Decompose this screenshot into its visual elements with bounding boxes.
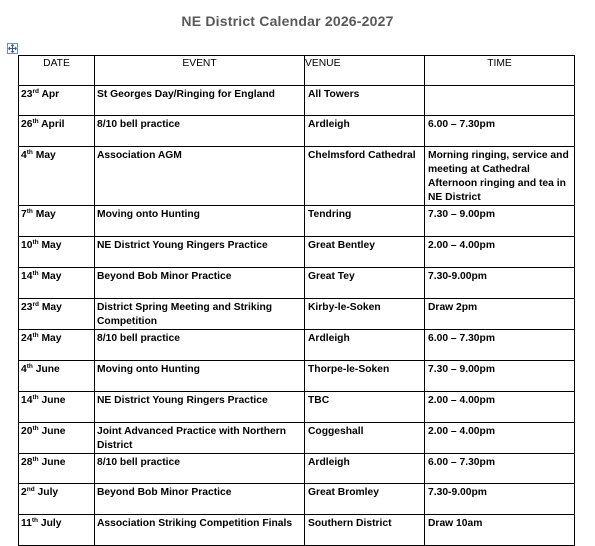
date-month: June <box>38 426 66 437</box>
time-text: 2.00 – 4.00pm <box>428 240 495 251</box>
event-cell[interactable] <box>95 515 305 546</box>
table-move-handle-icon[interactable] <box>7 43 18 54</box>
date-suffix: th <box>32 239 39 246</box>
date-day: 4 <box>21 364 27 375</box>
time-cell[interactable] <box>425 116 575 147</box>
time-text: 2.00 – 4.00pm <box>428 426 495 437</box>
venue-text: Ardleigh <box>308 119 350 130</box>
event-text: NE District Young Ringers Practice <box>97 240 268 251</box>
time-cell[interactable] <box>425 147 575 206</box>
event-cell[interactable] <box>95 423 305 454</box>
date-month: May <box>32 150 56 161</box>
event-text: 8/10 bell practice <box>97 333 180 344</box>
table-row <box>19 268 575 299</box>
event-cell[interactable] <box>95 454 305 484</box>
date-month: May <box>38 240 62 251</box>
date-day: 4 <box>21 150 27 161</box>
venue-cell[interactable] <box>305 237 425 268</box>
table-row <box>19 86 575 116</box>
date-suffix: th <box>31 517 39 524</box>
date-suffix: rd <box>32 88 39 95</box>
date-suffix: nd <box>26 486 35 493</box>
date-cell[interactable] <box>19 116 95 147</box>
event-cell[interactable] <box>95 361 305 392</box>
time-cell[interactable] <box>425 268 575 299</box>
date-suffix: th <box>32 332 39 339</box>
date-suffix: th <box>32 394 39 401</box>
time-text: Morning ringing, service and meeting at Cathedral Afternoon ringing and tea in NE District <box>428 150 569 203</box>
date-suffix: th <box>32 270 39 277</box>
date-cell[interactable] <box>19 484 95 515</box>
table-row <box>19 361 575 392</box>
date-suffix: th <box>26 149 33 156</box>
time-text: 6.00 – 7.30pm <box>428 457 495 468</box>
table-row <box>19 237 575 268</box>
date-day: 24 <box>21 333 33 344</box>
date-suffix: th <box>32 118 39 125</box>
event-cell[interactable] <box>95 299 305 330</box>
venue-cell[interactable] <box>305 206 425 237</box>
date-day: 10 <box>21 240 33 251</box>
date-suffix: th <box>32 425 39 432</box>
event-cell[interactable] <box>95 392 305 423</box>
header-event: EVENT <box>95 56 305 86</box>
date-day: 2 <box>21 487 27 498</box>
time-text: 6.00 – 7.30pm <box>428 119 495 130</box>
date-month: June <box>38 395 66 406</box>
event-cell[interactable] <box>95 484 305 515</box>
time-text: Draw 2pm <box>428 302 478 313</box>
date-cell[interactable] <box>19 423 95 454</box>
date-suffix: th <box>32 456 39 463</box>
venue-cell[interactable] <box>305 86 425 116</box>
time-text: 7.30-9.00pm <box>428 271 487 282</box>
date-cell[interactable] <box>19 268 95 299</box>
table-row <box>19 423 575 454</box>
venue-cell[interactable] <box>305 147 425 206</box>
date-day: 11 <box>21 518 32 529</box>
table-row <box>19 116 575 147</box>
venue-cell[interactable] <box>305 454 425 484</box>
table-header-row <box>19 56 575 86</box>
venue-text: Ardleigh <box>308 333 350 344</box>
date-cell[interactable] <box>19 454 95 484</box>
date-suffix: rd <box>32 301 39 308</box>
time-text <box>428 86 574 88</box>
date-day: 20 <box>21 426 33 437</box>
time-cell[interactable] <box>425 330 575 361</box>
table-row <box>19 392 575 423</box>
date-day: 23 <box>21 302 33 313</box>
table-row <box>19 330 575 361</box>
date-day: 14 <box>21 271 33 282</box>
venue-text: Southern District <box>308 518 392 529</box>
venue-text: Tendring <box>308 209 352 220</box>
time-cell[interactable] <box>425 86 575 116</box>
date-cell[interactable] <box>19 206 95 237</box>
time-text: 7.30-9.00pm <box>428 487 487 498</box>
event-text: Beyond Bob Minor Practice <box>97 487 232 498</box>
page-title: NE District Calendar 2026-2027 <box>181 13 394 29</box>
date-month: May <box>38 302 62 313</box>
venue-cell[interactable] <box>305 392 425 423</box>
table-row <box>19 147 575 206</box>
event-cell[interactable] <box>95 237 305 268</box>
event-text: Moving onto Hunting <box>97 209 200 220</box>
venue-cell[interactable] <box>305 515 425 546</box>
venue-cell[interactable] <box>305 361 425 392</box>
time-cell[interactable] <box>425 237 575 268</box>
event-cell[interactable] <box>95 268 305 299</box>
event-text: Moving onto Hunting <box>97 364 200 375</box>
venue-cell[interactable] <box>305 330 425 361</box>
date-month: April <box>38 119 65 130</box>
date-cell[interactable] <box>19 237 95 268</box>
event-text: Association Striking Competition Finals <box>97 518 293 529</box>
date-month: July <box>34 487 59 498</box>
date-day: 14 <box>21 395 33 406</box>
venue-cell[interactable] <box>305 268 425 299</box>
header-venue: VENUE <box>305 56 425 86</box>
time-text: 7.30 – 9.00pm <box>428 364 495 375</box>
venue-text: Kirby-le-Soken <box>308 302 381 313</box>
date-month: July <box>38 518 62 529</box>
time-cell[interactable] <box>425 361 575 392</box>
calendar-table <box>18 55 575 546</box>
event-text: Joint Advanced Practice with Northern District <box>97 426 287 451</box>
time-cell[interactable] <box>425 515 575 546</box>
table-row <box>19 484 575 515</box>
venue-text: All Towers <box>308 89 360 100</box>
date-cell[interactable] <box>19 361 95 392</box>
date-day: 23 <box>21 89 33 100</box>
date-suffix: th <box>26 208 33 215</box>
date-day: 28 <box>21 457 33 468</box>
date-month: June <box>38 457 66 468</box>
event-text: Beyond Bob Minor Practice <box>97 271 232 282</box>
time-text: Draw 10am <box>428 518 483 529</box>
venue-cell[interactable] <box>305 423 425 454</box>
venue-text: Great Tey <box>308 271 355 282</box>
venue-text: Chelmsford Cathedral <box>308 150 416 161</box>
time-text: 6.00 – 7.30pm <box>428 333 495 344</box>
venue-text: TBC <box>308 395 330 406</box>
date-suffix: th <box>26 363 33 370</box>
time-cell[interactable] <box>425 484 575 515</box>
date-cell[interactable] <box>19 299 95 330</box>
date-month: June <box>32 364 60 375</box>
date-month: May <box>38 271 62 282</box>
date-day: 26 <box>21 119 33 130</box>
date-cell[interactable] <box>19 86 95 116</box>
venue-cell[interactable] <box>305 484 425 515</box>
event-text: District Spring Meeting and Striking Competition <box>97 302 273 327</box>
table-row <box>19 454 575 484</box>
date-cell[interactable] <box>19 147 95 206</box>
event-cell[interactable] <box>95 330 305 361</box>
venue-cell[interactable] <box>305 299 425 330</box>
venue-text: Ardleigh <box>308 457 350 468</box>
event-text: NE District Young Ringers Practice <box>97 395 268 406</box>
date-month: May <box>32 209 56 220</box>
event-cell[interactable] <box>95 116 305 147</box>
venue-text: Great Bentley <box>308 240 375 251</box>
date-cell[interactable] <box>19 330 95 361</box>
venue-text: Thorpe-le-Soken <box>308 364 390 375</box>
header-date: DATE <box>19 56 95 86</box>
table-row <box>19 206 575 237</box>
date-cell[interactable] <box>19 515 95 546</box>
time-text: 2.00 – 4.00pm <box>428 395 495 406</box>
event-cell[interactable] <box>95 206 305 237</box>
time-cell[interactable] <box>425 299 575 330</box>
table-row <box>19 299 575 330</box>
event-cell[interactable] <box>95 147 305 206</box>
time-cell[interactable] <box>425 454 575 484</box>
venue-text: Great Bromley <box>308 487 379 498</box>
venue-text: Coggeshall <box>308 426 364 437</box>
event-text: 8/10 bell practice <box>97 119 180 130</box>
event-text: St Georges Day/Ringing for England <box>97 89 275 100</box>
event-text: 8/10 bell practice <box>97 457 180 468</box>
date-day: 7 <box>21 209 27 220</box>
time-cell[interactable] <box>425 206 575 237</box>
table-row <box>19 515 575 546</box>
header-time: TIME <box>425 56 575 86</box>
time-cell[interactable] <box>425 392 575 423</box>
time-cell[interactable] <box>425 423 575 454</box>
event-text: Association AGM <box>97 150 182 161</box>
time-text: 7.30 – 9.00pm <box>428 209 495 220</box>
date-month: Apr <box>38 89 60 100</box>
date-month: May <box>38 333 62 344</box>
venue-cell[interactable] <box>305 116 425 147</box>
event-cell[interactable] <box>95 86 305 116</box>
date-cell[interactable] <box>19 392 95 423</box>
